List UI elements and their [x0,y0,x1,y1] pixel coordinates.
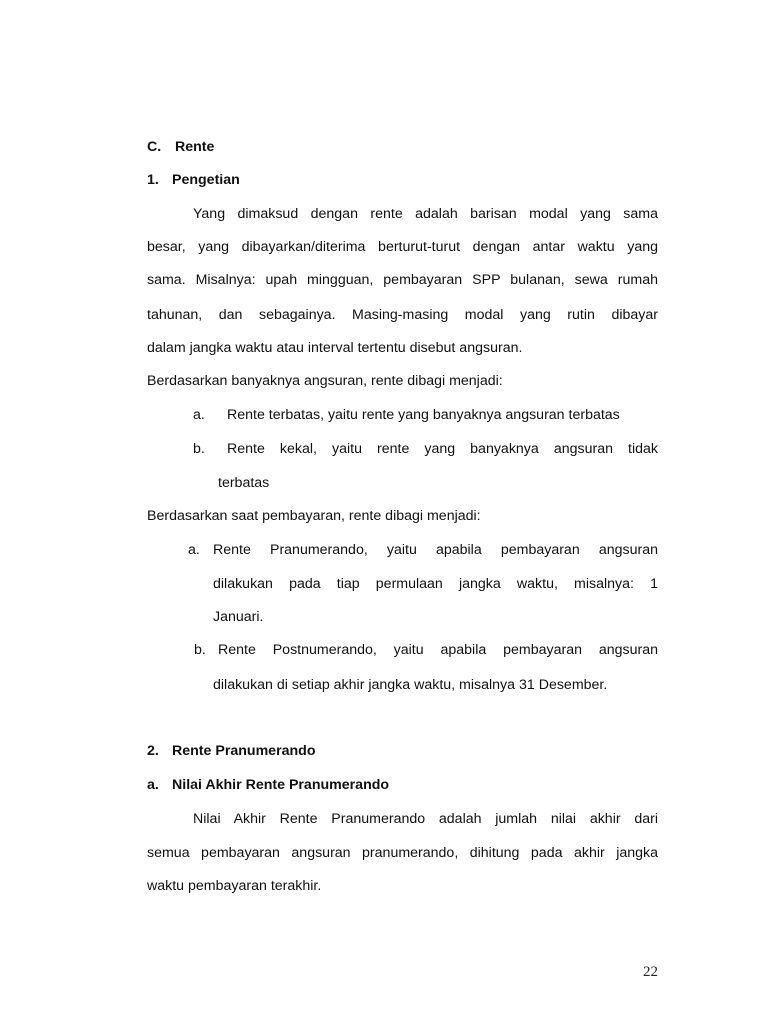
list-item-text: dilakukan di setiap akhir jangka waktu, misalnya 31 Desember. [213,677,608,693]
paragraph-line: semua pembayaran angsuran pranumerando, dihitung pada akhir jangka [147,845,658,861]
list-item-text: Januari. [213,609,264,625]
list-item-label: a. [188,542,200,558]
list-item-text: Rente terbatas, yaitu rente yang banyaknya angsuran terbatas [227,407,620,423]
paragraph-line: Nilai Akhir Rente Pranumerando adalah jumlah nilai akhir dari [193,811,658,827]
paragraph-line: sama. Misalnya: upah mingguan, pembayaran SPP bulanan, sewa rumah [147,272,658,288]
list-intro: Berdasarkan banyaknya angsuran, rente dibagi menjadi: [147,373,503,389]
list-item-label: b. [193,441,205,457]
subsection-title: Pengetian [172,172,240,188]
subsection-label: 1. [147,172,159,188]
paragraph-line: dalam jangka waktu atau interval tertentu disebut angsuran. [147,340,523,356]
list-item-label: b. [194,642,206,658]
subsubsection-label: a. [147,777,159,793]
list-item-text: Rente Pranumerando, yaitu apabila pembayaran angsuran [213,542,658,558]
list-intro: Berdasarkan saat pembayaran, rente dibagi menjadi: [147,508,481,524]
list-item-text: Rente kekal, yaitu rente yang banyaknya angsuran tidak [227,441,658,457]
section-title: Rente [175,139,215,155]
list-item-text: terbatas [218,475,270,491]
list-item-label: a. [193,407,205,423]
subsection-title: Rente Pranumerando [172,743,316,759]
subsubsection-title: Nilai Akhir Rente Pranumerando [172,777,390,793]
paragraph-line: Yang dimaksud dengan rente adalah barisan modal yang sama [193,206,658,222]
section-label: C. [147,139,162,155]
paragraph-line: besar, yang dibayarkan/diterima berturut-turut dengan antar waktu yang [147,239,658,255]
paragraph-line: tahunan, dan sebagainya. Masing-masing modal yang rutin dibayar [147,307,658,323]
subsection-label: 2. [147,743,159,759]
list-item-text: Rente Postnumerando, yaitu apabila pembayaran angsuran [218,642,658,658]
page-number: 22 [643,964,658,980]
paragraph-line: waktu pembayaran terakhir. [147,878,322,894]
list-item-text: dilakukan pada tiap permulaan jangka waktu, misalnya: 1 [213,576,658,592]
